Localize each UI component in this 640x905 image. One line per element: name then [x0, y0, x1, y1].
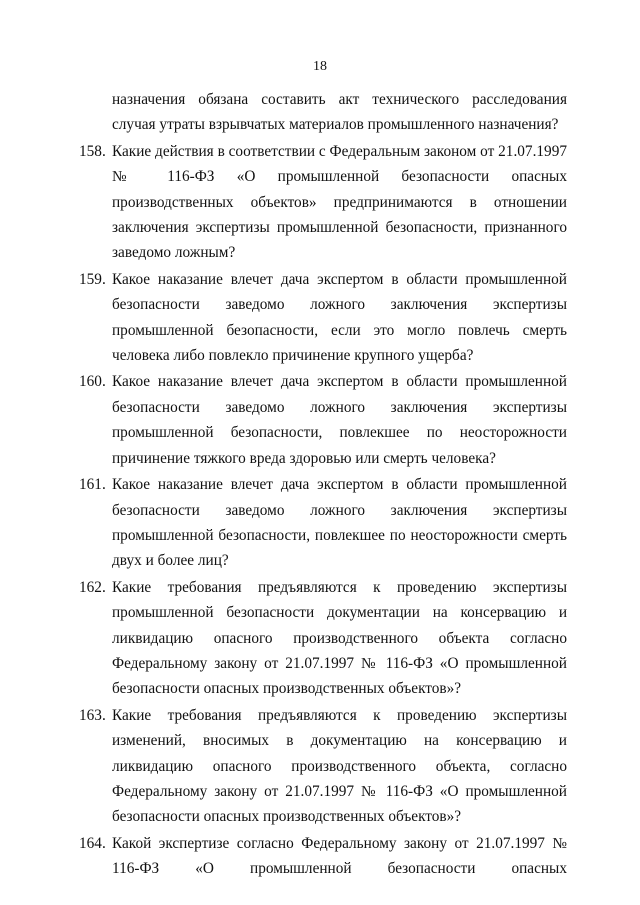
item-number: 158.	[79, 142, 106, 160]
item-text: Какие требования предъявляются к проведению экспертизы изменений, вносимых в документацию на консервацию и ликвидацию опасного производственного объекта, согласно Федеральному закону от 21.07.1997 № 116-ФЗ «О промышленной безопасности опасных производственных объектов»?	[112, 706, 567, 826]
list-item-158	[79, 139, 567, 266]
item-text: Какие требования предъявляются к проведению экспертизы промышленной безопасности документации на консервацию и ликвидацию опасного производственного объекта согласно Федеральному закону от 21.07.1997 № 116-ФЗ «О промышленной безопасности опасных производственных объектов»?	[112, 578, 567, 698]
item-text: Какое наказание влечет дача экспертом в области промышленной безопасности заведомо ложного заключения экспертизы промышленной безопасности, повлекшее по неосторожности причинение тяжкого вреда здоровью или смерть человека?	[112, 373, 567, 467]
item-number: 164.	[79, 834, 106, 852]
item-number: 161.	[79, 476, 106, 494]
question-list	[79, 87, 567, 882]
list-item-164	[79, 831, 567, 882]
list-item-163	[79, 703, 567, 830]
list-item-160	[79, 369, 567, 471]
list-item-162	[79, 575, 567, 702]
continuation-paragraph: назначения обязана составить акт технического расследования случая утраты взрывчатых материалов промышленного назначения?	[112, 91, 567, 134]
item-text: Какое наказание влечет дача экспертом в области промышленной безопасности заведомо ложного заключения экспертизы промышленной безопасности, повлекшее по неосторожности смерть двух и более лиц?	[112, 476, 567, 570]
item-text: Какое наказание влечет дача экспертом в области промышленной безопасности заведомо ложного заключения экспертизы промышленной безопасности, если это могло повлечь смерть человека либо повлекло причинение крупного ущерба?	[112, 270, 567, 365]
item-number: 159.	[79, 270, 106, 288]
item-number: 160.	[79, 373, 106, 391]
page-number: 18	[313, 59, 327, 74]
list-item-159	[79, 267, 567, 369]
item-number: 162.	[79, 578, 106, 596]
list-item-161	[79, 472, 567, 574]
item-text: Какие действия в соответствии с Федеральным законом от 21.07.1997 № 116-ФЗ «О промышленной безопасности опасных производственных объектов» предпринимаются в отношении заключения экспертизы промышленной безопасности, признанного заведомо ложным?	[112, 142, 567, 262]
item-text: Какой экспертизе согласно Федеральному закону от 21.07.1997 № 116-ФЗ «О промышленной безопасности опасных	[112, 834, 567, 878]
item-number: 163.	[79, 706, 106, 724]
